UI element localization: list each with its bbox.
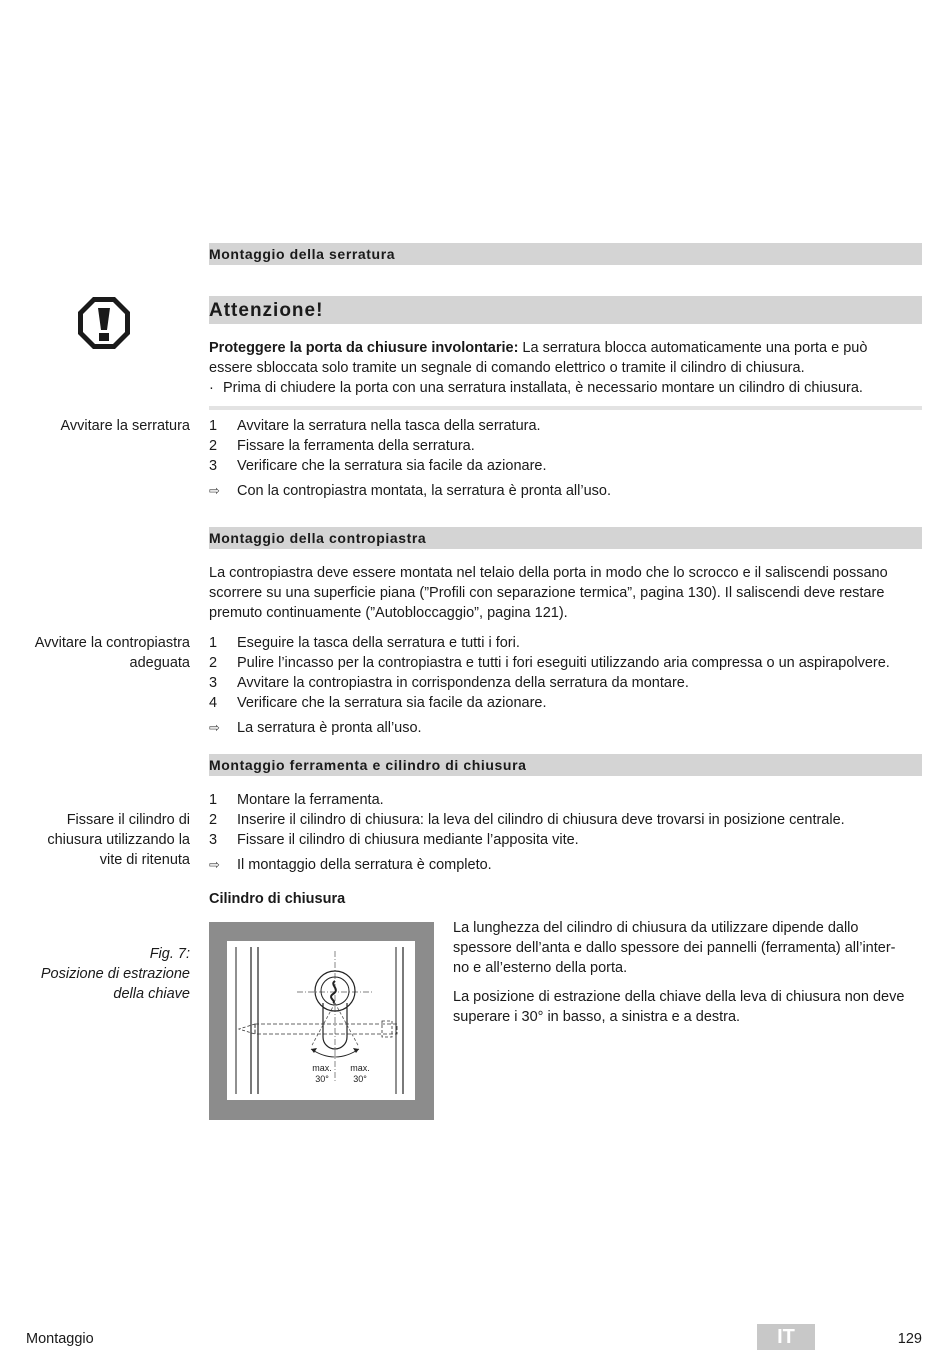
result-arrow-icon: ⇨: [209, 857, 220, 872]
section-heading-lock: [209, 243, 922, 265]
step-number: 1: [209, 418, 218, 434]
side-label-cylinder-line-3: vite di ritenuta: [99, 852, 190, 868]
warning-bullet: [209, 378, 922, 398]
cylinder-text-line-2: spessore dell’anta e dallo spessore dei pannelli (ferramenta) all’inter-: [453, 940, 896, 956]
result-item: [209, 855, 929, 875]
step-text: Pulire l’incasso per la contropiastra e tutti i fori eseguiti utilizzando aria compressa o un aspirapolvere.: [237, 655, 890, 671]
figure-caption-line-2: Posizione di estrazione: [40, 966, 190, 982]
warning-line-1: [209, 338, 922, 358]
footer-section-label: Montaggio: [26, 1331, 94, 1347]
warning-bold-lead: Proteggere la porta da chiusure involontarie:: [209, 340, 519, 356]
cylinder-text: [453, 918, 923, 1027]
list-item: [209, 653, 929, 673]
warning-text: [209, 338, 922, 398]
result-arrow-icon: ⇨: [209, 483, 220, 498]
result-text: Il montaggio della serratura è completo.: [237, 857, 492, 873]
step-text: Avvitare la serratura nella tasca della serratura.: [237, 418, 541, 434]
step-text: Avvitare la contropiastra in corrispondenza della serratura da montare.: [237, 675, 689, 691]
strike-intro: [209, 563, 922, 623]
side-label-cylinder-line-1: Fissare il cilindro di: [66, 812, 190, 828]
step-text: Fissare la ferramenta della serratura.: [237, 438, 475, 454]
section-heading-cylinder-text: Montaggio ferramenta e cilindro di chiusura: [209, 757, 527, 773]
side-label-cylinder-line-2: chiusura utilizzando la: [47, 832, 190, 848]
key-position-diagram: [227, 941, 415, 1100]
side-label-cylinder: [10, 810, 190, 870]
list-item: [209, 633, 929, 653]
list-item: [209, 693, 929, 713]
angle-value-left: 30°: [315, 1074, 329, 1084]
figure-caption: [10, 944, 190, 1004]
result-text: Con la contropiastra montata, la serratura è pronta all’uso.: [237, 483, 611, 499]
warning-text-1: La serratura blocca automaticamente una porta e può: [518, 340, 868, 356]
side-label-strike: [10, 633, 190, 673]
result-item: [209, 718, 929, 738]
section-heading-strike: [209, 527, 922, 549]
figure-caption-line-1: Fig. 7:: [149, 946, 190, 962]
figure-drawing: [227, 941, 415, 1100]
figure-key-position: [209, 922, 434, 1120]
section-heading-lock-text: Montaggio della serratura: [209, 246, 396, 262]
list-item: [209, 673, 929, 693]
step-text: Verificare che la serratura sia facile da azionare.: [237, 695, 547, 711]
strike-intro-line-3: premuto continuamente (”Autobloccaggio”, pagina 121).: [209, 605, 568, 621]
bullet-mark: ·: [209, 380, 214, 396]
list-item: [209, 456, 929, 476]
section-heading-strike-text: Montaggio della contropiastra: [209, 530, 427, 546]
step-number: 1: [209, 792, 218, 808]
strike-intro-line-1: La contropiastra deve essere montata nel telaio della porta in modo che lo scrocco e il saliscendi possano: [209, 565, 888, 581]
side-label-lock: Avvitare la serratura: [60, 418, 190, 434]
angle-value-right: 30°: [353, 1074, 367, 1084]
list-item: [209, 416, 929, 436]
list-item: [209, 436, 929, 456]
cylinder-text-line-4: La posizione di estrazione della chiave della leva di chiusura non deve: [453, 989, 905, 1005]
step-number: 4: [209, 695, 218, 711]
warning-bullet-text: Prima di chiudere la porta con una serratura installata, è necessario montare un cilindro di chiusura.: [223, 380, 863, 396]
cylinder-text-line-1: La lunghezza del cilindro di chiusura da utilizzare dipende dallo: [453, 920, 859, 936]
warning-heading-text: Attenzione!: [209, 300, 324, 321]
side-label-strike-line-2: adeguata: [129, 655, 190, 671]
strike-intro-line-2: scorrere su una superficie piana (”Profili con separazione termica”, pagina 130). Il saliscendi deve restare: [209, 585, 885, 601]
cylinder-text-line-5: superare i 30° in basso, a sinistra e a destra.: [453, 1009, 741, 1025]
subheading-cylinder: Cilindro di chiusura: [209, 891, 346, 907]
divider: [209, 406, 922, 410]
warning-heading: [209, 296, 922, 324]
step-text: Verificare che la serratura sia facile da azionare.: [237, 458, 547, 474]
figure-caption-line-3: della chiave: [113, 986, 190, 1002]
list-item: [209, 790, 929, 810]
section-heading-cylinder: [209, 754, 922, 776]
warning-octagon-icon: [76, 295, 132, 351]
step-number: 3: [209, 832, 218, 848]
list-item: [209, 810, 929, 830]
step-number: 2: [209, 812, 218, 828]
list-item: [209, 830, 929, 850]
warning-line-2: essere sbloccata solo tramite un segnale di comando elettrico o tramite il cilindro di chiusura.: [209, 360, 805, 376]
language-badge: [757, 1324, 815, 1350]
step-text: Montare la ferramenta.: [237, 792, 384, 808]
step-text: Inserire il cilindro di chiusura: la leva del cilindro di chiusura deve trovarsi in posizione centrale.: [237, 812, 845, 828]
result-text: La serratura è pronta all’uso.: [237, 720, 422, 736]
cylinder-text-line-3: no e all’esterno della porta.: [453, 960, 628, 976]
step-number: 1: [209, 635, 218, 651]
angle-label-left: max.: [312, 1063, 332, 1073]
angle-label-right: max.: [350, 1063, 370, 1073]
step-number: 3: [209, 675, 218, 691]
result-arrow-icon: ⇨: [209, 720, 220, 735]
step-text: Fissare il cilindro di chiusura mediante l’apposita vite.: [237, 832, 579, 848]
step-number: 3: [209, 458, 218, 474]
step-number: 2: [209, 438, 218, 454]
page-number: 129: [897, 1331, 922, 1347]
step-number: 2: [209, 655, 218, 671]
result-item: [209, 481, 929, 501]
language-badge-text: IT: [777, 1326, 795, 1348]
step-text: Eseguire la tasca della serratura e tutti i fori.: [237, 635, 520, 651]
side-label-strike-line-1: Avvitare la contropiastra: [34, 635, 190, 651]
